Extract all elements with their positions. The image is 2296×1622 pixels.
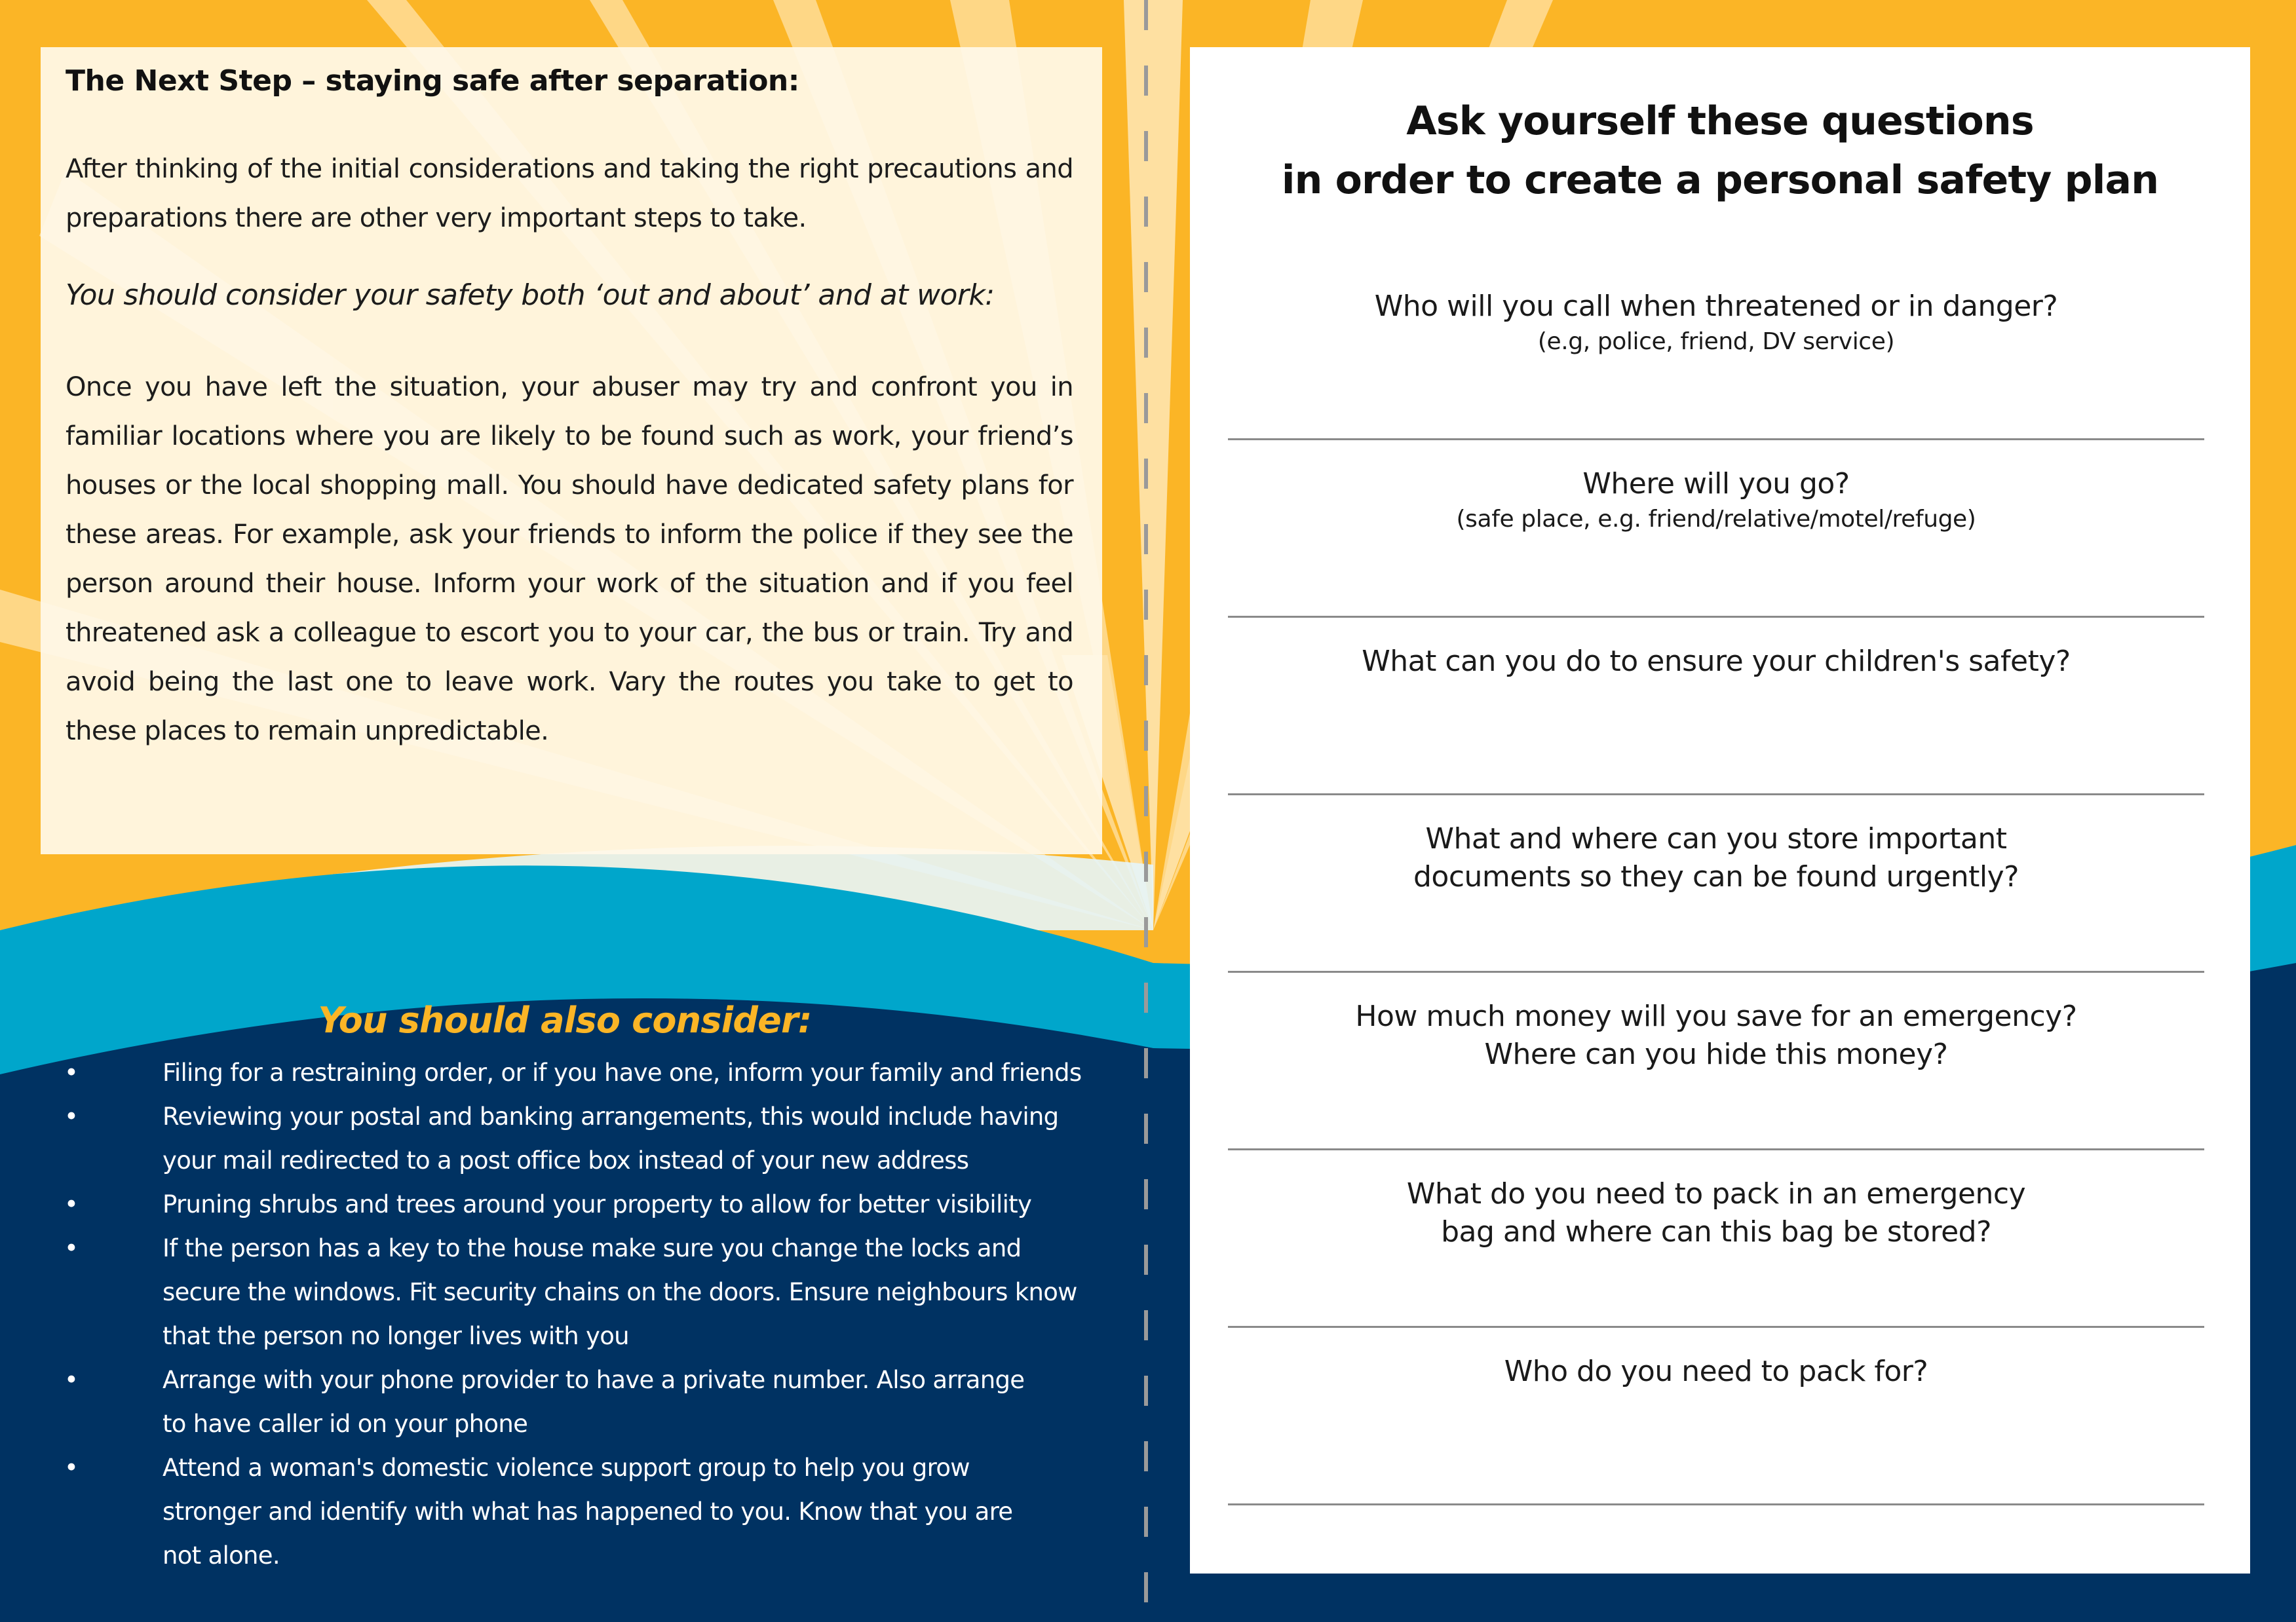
consider-item-line: Filing for a restraining order, or if you have one, inform your family and friends [163, 1059, 1082, 1087]
left-subheading: You should consider your safety both ‘out and about’ and at work: [66, 278, 995, 312]
safety-plan-panel [1190, 47, 2250, 1574]
bullet-icon: • [64, 1366, 79, 1394]
question-text [1228, 973, 2204, 1074]
consider-item-line: Arrange with your phone provider to have a private number. Also arrange [163, 1366, 1025, 1394]
question-block [1228, 263, 2204, 440]
consider-list [64, 1051, 1113, 1577]
question-hint: (safe place, e.g. friend/relative/motel/refuge) [1456, 506, 1976, 533]
consider-item [64, 1358, 1113, 1446]
question-text [1228, 263, 2204, 326]
bullet-icon: • [64, 1454, 79, 1482]
consider-item-line: that the person no longer lives with you [163, 1322, 629, 1350]
question-line: What and where can you store important [1425, 822, 2007, 856]
consider-item [64, 1182, 1113, 1226]
bullet-icon: • [64, 1234, 79, 1262]
question-text [1228, 795, 2204, 896]
left-intro-paragraph: After thinking of the initial considerations and taking the right precautions and preparations there are other very important steps to take. [66, 153, 1073, 233]
consider-item-line: If the person has a key to the house make sure you change the locks and [163, 1234, 1022, 1262]
question-line: What can you do to ensure your children's safety? [1362, 645, 2071, 678]
question-block [1228, 1328, 2204, 1505]
consider-item-line: Reviewing your postal and banking arrangements, this would include having [163, 1103, 1059, 1131]
consider-item-line: Attend a woman's domestic violence support group to help you grow [163, 1454, 970, 1482]
fold-line [1144, 0, 1148, 1622]
left-text-panel [41, 47, 1102, 854]
bullet-icon: • [64, 1059, 79, 1087]
question-text [1228, 1328, 2204, 1391]
consider-item-line: secure the windows. Fit security chains on the doors. Ensure neighbours know [163, 1278, 1077, 1306]
question-block [1228, 1150, 2204, 1328]
question-block [1228, 440, 2204, 618]
question-line: documents so they can be found urgently? [1413, 860, 2019, 894]
answer-line[interactable] [1228, 1503, 2204, 1505]
safety-plan-title-line: Ask yourself these questions [1406, 98, 2034, 144]
consider-item-line: your mail redirected to a post office box instead of your new address [163, 1146, 969, 1175]
question-line: What do you need to pack in an emergency [1406, 1177, 2026, 1211]
consider-item [64, 1095, 1113, 1182]
left-heading: The Next Step – staying safe after separation: [66, 64, 799, 98]
question-text [1228, 618, 2204, 681]
consider-item-line: not alone. [163, 1541, 280, 1570]
consider-item-line: to have caller id on your phone [163, 1410, 528, 1438]
bullet-icon: • [64, 1103, 79, 1131]
question-line: Where can you hide this money? [1484, 1038, 1948, 1071]
safety-plan-title-line: in order to create a personal safety plan [1281, 157, 2159, 203]
question-block [1228, 795, 2204, 973]
consider-item [64, 1226, 1113, 1358]
consider-item-line: Pruning shrubs and trees around your property to allow for better visibility [163, 1190, 1032, 1218]
question-line: bag and where can this bag be stored? [1441, 1215, 1991, 1249]
question-line: Who do you need to pack for? [1504, 1355, 1928, 1388]
question-line: How much money will you save for an emergency? [1355, 1000, 2077, 1033]
question-block [1228, 973, 2204, 1150]
bullet-icon: • [64, 1190, 79, 1218]
question-line: Where will you go? [1582, 467, 1850, 500]
left-body-paragraph: Once you have left the situation, your abuser may try and confront you in familiar locations where you are likely to be found such as work, your friend’s houses or the local shopping mall. You should have dedicated safety plans for these areas. For example, ask your friends to inform the police if they see the person around their house. Inform your work of the situation and if you feel threatened ask a colleague to escort you to your car, the bus or train. Try and avoid being the last one to leave work. Vary the routes you take to get to these places to remain unpredictable. [66, 371, 1073, 746]
safety-plan-title [1190, 92, 2250, 210]
consider-item [64, 1051, 1113, 1095]
consider-item [64, 1446, 1113, 1577]
question-line: Who will you call when threatened or in danger? [1374, 290, 2058, 323]
question-hint: (e.g, police, friend, DV service) [1537, 328, 1895, 355]
question-text [1228, 1150, 2204, 1251]
consider-item-line: stronger and identify with what has happened to you. Know that you are [163, 1498, 1013, 1526]
question-text [1228, 440, 2204, 503]
consider-title: You should also consider: [318, 1000, 812, 1041]
question-block [1228, 618, 2204, 795]
